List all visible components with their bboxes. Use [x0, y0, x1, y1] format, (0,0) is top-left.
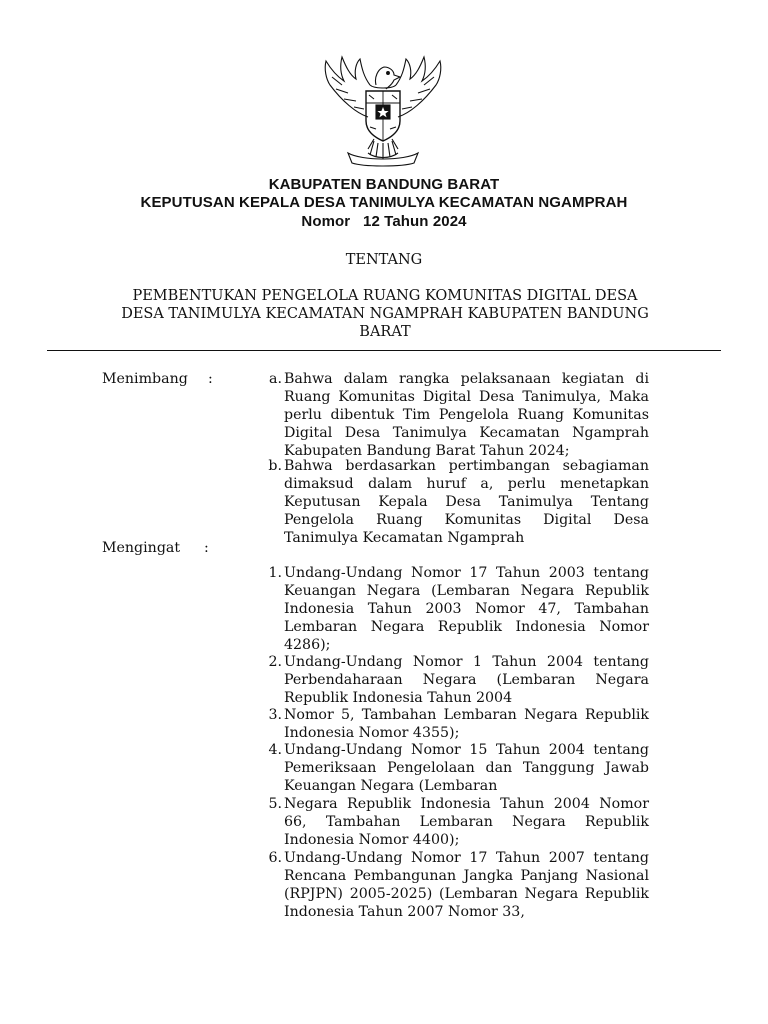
item-text: Undang-Undang Nomor 17 Tahun 2007 tentang Rencana Pembangunan Jangka Panjang Nasional (RPJPN) 2005-2025) (Lembaran Negara Republik Indonesia Tahun 2007 Nomor 33,	[284, 850, 649, 920]
menimbang-item-a	[250, 370, 650, 460]
mengingat-colon: :	[204, 540, 209, 556]
item-marker: a.	[269, 371, 282, 387]
item-marker: b.	[268, 458, 282, 474]
item-text: Nomor 5, Tambahan Lembaran Negara Republik Indonesia Nomor 4355);	[284, 707, 649, 741]
item-marker: 5.	[268, 796, 282, 812]
menimbang-label: Menimbang	[102, 371, 188, 387]
subject-line-2: DESA TANIMULYA KECAMATAN NGAMPRAH KABUPATEN BANDUNG	[121, 306, 649, 322]
item-marker: 1.	[268, 565, 282, 581]
subject-line-3: BARAT	[359, 324, 411, 340]
item-marker: 3.	[268, 707, 282, 723]
mengingat-item-5	[250, 795, 650, 849]
item-marker: 4.	[268, 742, 282, 758]
mengingat-item-2	[250, 653, 650, 707]
item-marker: 6.	[268, 850, 282, 866]
item-text: Bahwa dalam rangka pelaksanaan kegiatan di Ruang Komunitas Digital Desa Tanimulya, Maka perlu dibentuk Tim Pengelola Ruang Komunitas Digital Desa Tanimulya Kecamatan Ngamprah Kabupaten Bandung Barat Tahun 2024;	[284, 371, 649, 459]
menimbang-colon: :	[208, 371, 213, 387]
item-text: Undang-Undang Nomor 15 Tahun 2004 tentang Pemeriksaan Pengelolaan dan Tanggung Jawab Keuangan Negara (Lembaran	[284, 742, 649, 794]
header-divider	[47, 350, 721, 351]
regency-heading: KABUPATEN BANDUNG BARAT	[268, 176, 500, 193]
mengingat-item-6	[250, 849, 650, 921]
item-text: Negara Republik Indonesia Tahun 2004 Nomor 66, Tambahan Lembaran Negara Republik Indonesia Nomor 4400);	[284, 796, 649, 848]
item-marker: 2.	[268, 654, 282, 670]
item-text: Bahwa berdasarkan pertimbangan sebagiaman dimaksud dalam huruf a, perlu menetapkan Keputusan Kepala Desa Tanimulya Tentang Pengelola Ruang Komunitas Digital Desa Tanimulya Kecamatan Ngamprah	[284, 458, 649, 546]
mengingat-item-3	[250, 706, 650, 742]
item-text: Undang-Undang Nomor 1 Tahun 2004 tentang Perbendaharaan Negara (Lembaran Negara Republik Indonesia Tahun 2004	[284, 654, 649, 706]
subject-line-1: PEMBENTUKAN PENGELOLA RUANG KOMUNITAS DIGITAL DESA	[132, 288, 638, 304]
menimbang-item-b	[250, 457, 650, 547]
item-text: Undang-Undang Nomor 17 Tahun 2003 tentang Keuangan Negara (Lembaran Negara Republik Indonesia Tahun 2003 Nomor 47, Tambahan Lembaran Negara Republik Indonesia Nomor 4286);	[284, 565, 649, 653]
decree-title: KEPUTUSAN KEPALA DESA TANIMULYA KECAMATAN NGAMPRAH	[140, 194, 628, 211]
mengingat-item-4	[250, 741, 650, 795]
garuda-emblem	[318, 55, 448, 170]
mengingat-label: Mengingat	[102, 540, 181, 556]
decree-number: Nomor 12 Tahun 2024	[301, 213, 467, 230]
about-heading: TENTANG	[345, 252, 423, 268]
mengingat-item-1	[250, 564, 650, 654]
